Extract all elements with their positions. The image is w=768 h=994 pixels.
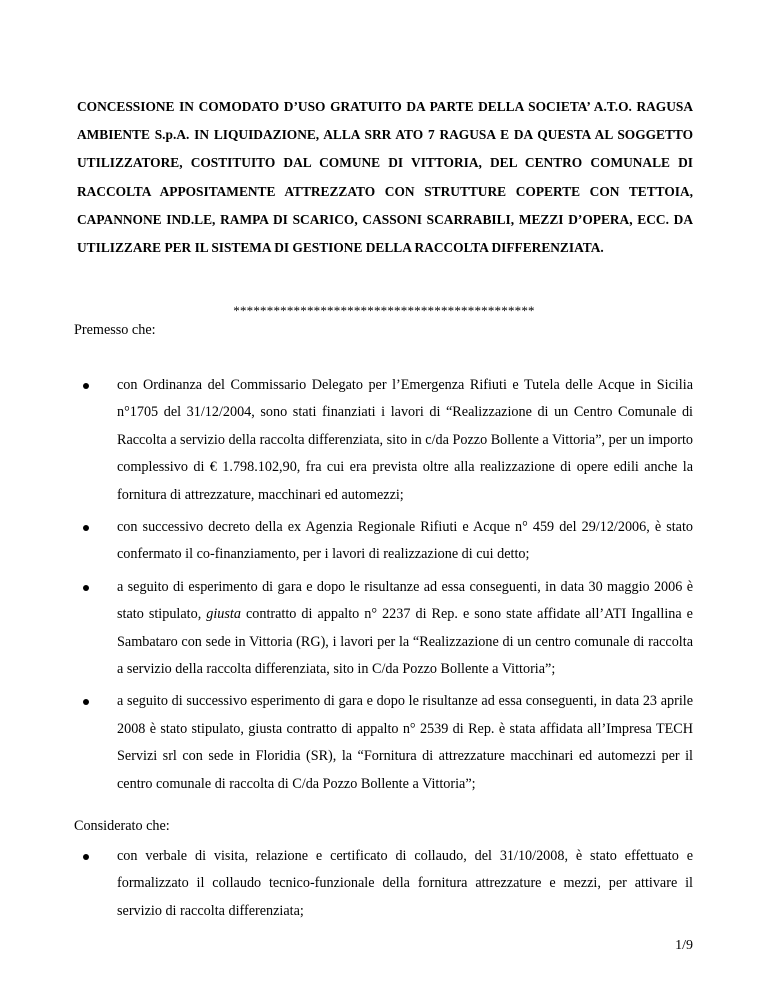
separator-line: ********************************************* (233, 303, 535, 318)
bullet-icon (83, 525, 89, 531)
bullet-icon (83, 699, 89, 705)
list-item (0, 843, 693, 925)
list-item (0, 688, 693, 798)
list-item-text: con successivo decreto della ex Agenzia Regionale Rifiuti e Acque n° 459 del 29/12/2006, è stato confermato il co-finanziamento, per i lavori di realizzazione di cui detto; (117, 519, 693, 563)
list-item-text: a seguito di successivo esperimento di gara e dopo le risultanze ad essa conseguenti, in data 23 aprile 2008 è stato stipulato, giusta contratto di appalto n° 2539 di Rep. è stata affidata all’Impresa TECH Servizi srl con sede in Floridia (SR), la “Fornitura di attrezzature macchinari ed automezzi per il centro comunale di raccolta di C/da Pozzo Bollente a Vittoria”; (117, 693, 693, 792)
premesso-list (0, 372, 768, 803)
bullet-icon (83, 383, 89, 389)
premesso-heading: Premesso che: (74, 322, 156, 338)
bullet-icon (83, 585, 89, 591)
list-item (0, 574, 693, 684)
list-item-text-italic: giusta (206, 606, 241, 623)
document-title: CONCESSIONE IN COMODATO D’USO GRATUITO DA PARTE DELLA SOCIETA’ A.T.O. RAGUSA AMBIENTE S.p.A. IN LIQUIDAZIONE, ALLA SRR ATO 7 RAGUSA E DA QUESTA AL SOGGETTO UTILIZZATORE, COSTITUITO DAL COMUNE DI VITTORIA, DEL CENTRO COMUNALE DI RACCOLTA APPOSITAMENTE ATTREZZATO CON STRUTTURE COPERTE CON TETTOIA, CAPANNONE IND.LE, RAMPA DI SCARICO, CASSONI SCARRABILI, MEZZI D’OPERA, ECC. DA UTILIZZARE PER IL SISTEMA DI GESTIONE DELLA RACCOLTA DIFFERENZIATA. (77, 99, 693, 256)
list-item (0, 372, 693, 509)
considerato-heading: Considerato che: (74, 818, 170, 834)
list-item-text-after: contratto di appalto n° 2237 di Rep. e sono state affidate all’ATI Ingallina e Sambataro con sede in Vittoria (RG), i lavori per la “Realizzazione di un centro comunale di raccolta a servizio della raccolta differenziata, sito in C/da Pozzo Bollente a Vittoria”; (117, 606, 693, 678)
page-number: 1/9 (675, 938, 693, 953)
list-item-text-before: a seguito di esperimento di gara e dopo le risultanze ad essa conseguenti, in data 30 maggio 2006 è stato stipulato, (117, 578, 693, 623)
considerato-list (0, 843, 768, 930)
bullet-icon (83, 854, 89, 860)
list-item (0, 514, 693, 569)
list-item-text: con Ordinanza del Commissario Delegato per l’Emergenza Rifiuti e Tutela delle Acque in Sicilia n°1705 del 31/12/2004, sono stati finanziati i lavori di “Realizzazione di un Centro Comunale di Raccolta a servizio della raccolta differenziata, sito in c/da Pozzo Bollente a Vittoria”, per un importo complessivo di € 1.798.102,90, fra cui era prevista oltre alla realizzazione di opere edili anche la fornitura di attrezzature, macchinari ed automezzi; (117, 377, 693, 503)
list-item-text: con verbale di visita, relazione e certificato di collaudo, del 31/10/2008, è stato effettuato e formalizzato il collaudo tecnico-funzionale della fornitura attrezzature e mezzi, per attivare il servizio di raccolta differenziata; (117, 848, 693, 919)
